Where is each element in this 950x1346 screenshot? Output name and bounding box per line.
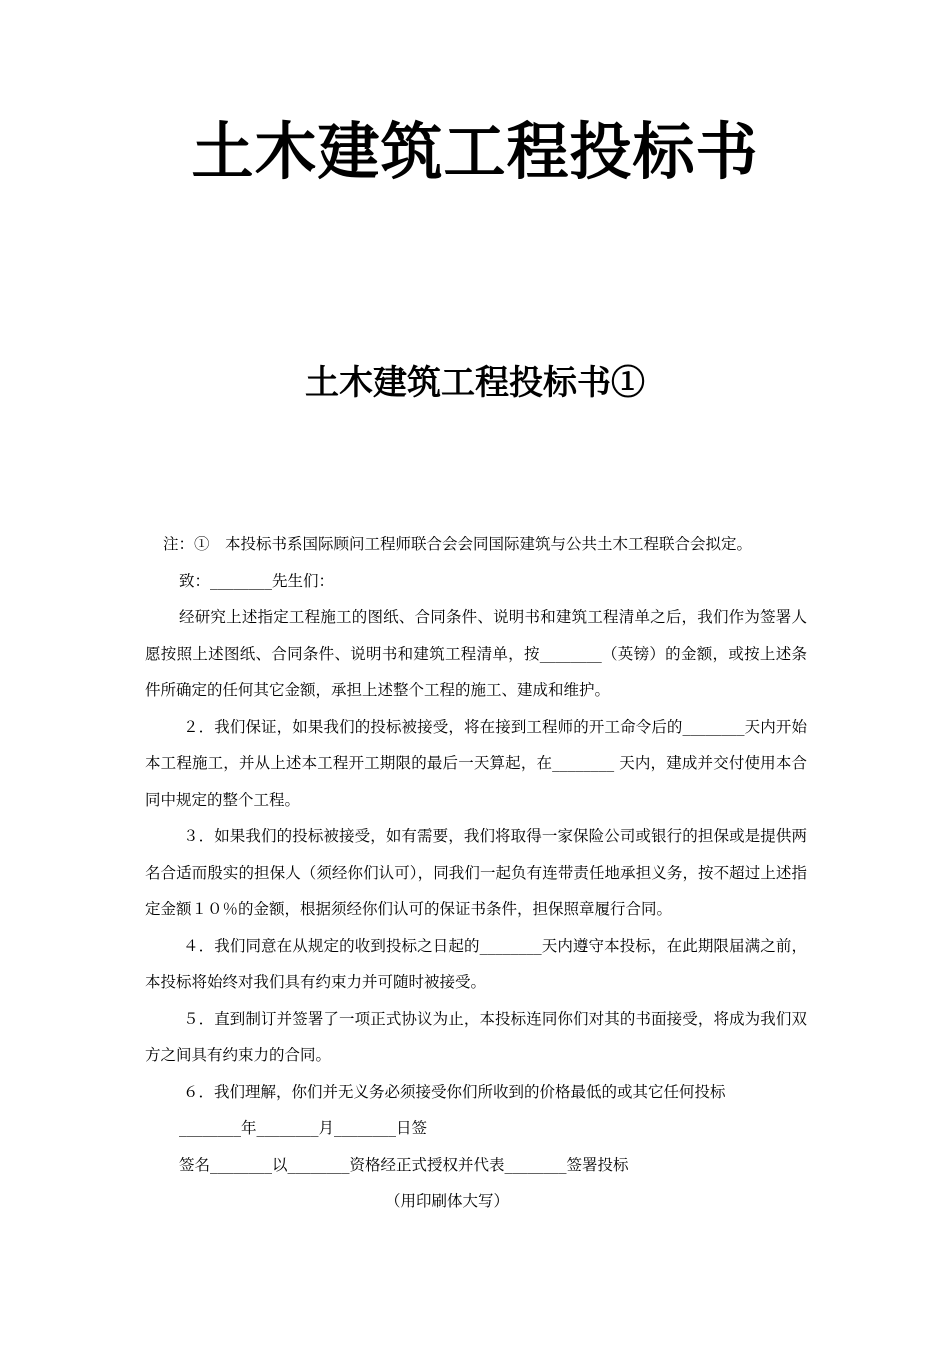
paragraph-2: ２．我们保证，如果我们的投标被接受，将在接到工程师的开工命令后的________天内开始本工程施工，并从上述本工程开工期限的最后一天算起，在________ 天内，建成并交付使用本合同中规定的整个工程。 [145, 717, 807, 809]
paragraph-1: 经研究上述指定工程施工的图纸、合同条件、说明书和建筑工程清单之后，我们作为签署人愿按照上述图纸、合同条件、说明书和建筑工程清单，按________（英镑）的金额，或按上述条件所确定的任何其它金额，承担上述整个工程的施工、建成和维护。 [145, 608, 807, 699]
print-caption: （用印刷体大写） [385, 1192, 510, 1210]
footnote: 注：① 本投标书系国际顾问工程师联合会会同国际建筑与公共土木工程联合会拟定。 [163, 535, 753, 553]
main-title: 土木建筑工程投标书 [191, 115, 759, 188]
salutation: 致：________先生们： [179, 571, 335, 590]
paragraph-6: ６．我们理解，你们并无义务必须接受你们所收到的价格最低的或其它任何投标 [183, 1082, 726, 1101]
document-body [145, 526, 807, 1220]
paragraph-3: ３．如果我们的投标被接受，如有需要，我们将取得一家保险公司或银行的担保或是提供两名合适而殷实的担保人（须经你们认可），同我们一起负有连带责任地承担义务，按不超过上述指定金额１０％的金额，根据须经你们认可的保证书条件，担保照章履行合同。 [145, 827, 807, 918]
signature-line: 签名________以________资格经正式授权并代表________签署投标 [179, 1155, 629, 1174]
paragraph-5: ５．直到制订并签署了一项正式协议为止，本投标连同你们对其的书面接受，将成为我们双方之间具有约束力的合同。 [145, 1009, 807, 1064]
sub-title: 土木建筑工程投标书① [305, 363, 645, 403]
date-line: ________年________月________日签 [179, 1119, 428, 1137]
paragraph-4: ４．我们同意在从规定的收到投标之日起的________天内遵守本投标，在此期限届满之前，本投标将始终对我们具有约束力并可随时被接受。 [145, 936, 807, 991]
